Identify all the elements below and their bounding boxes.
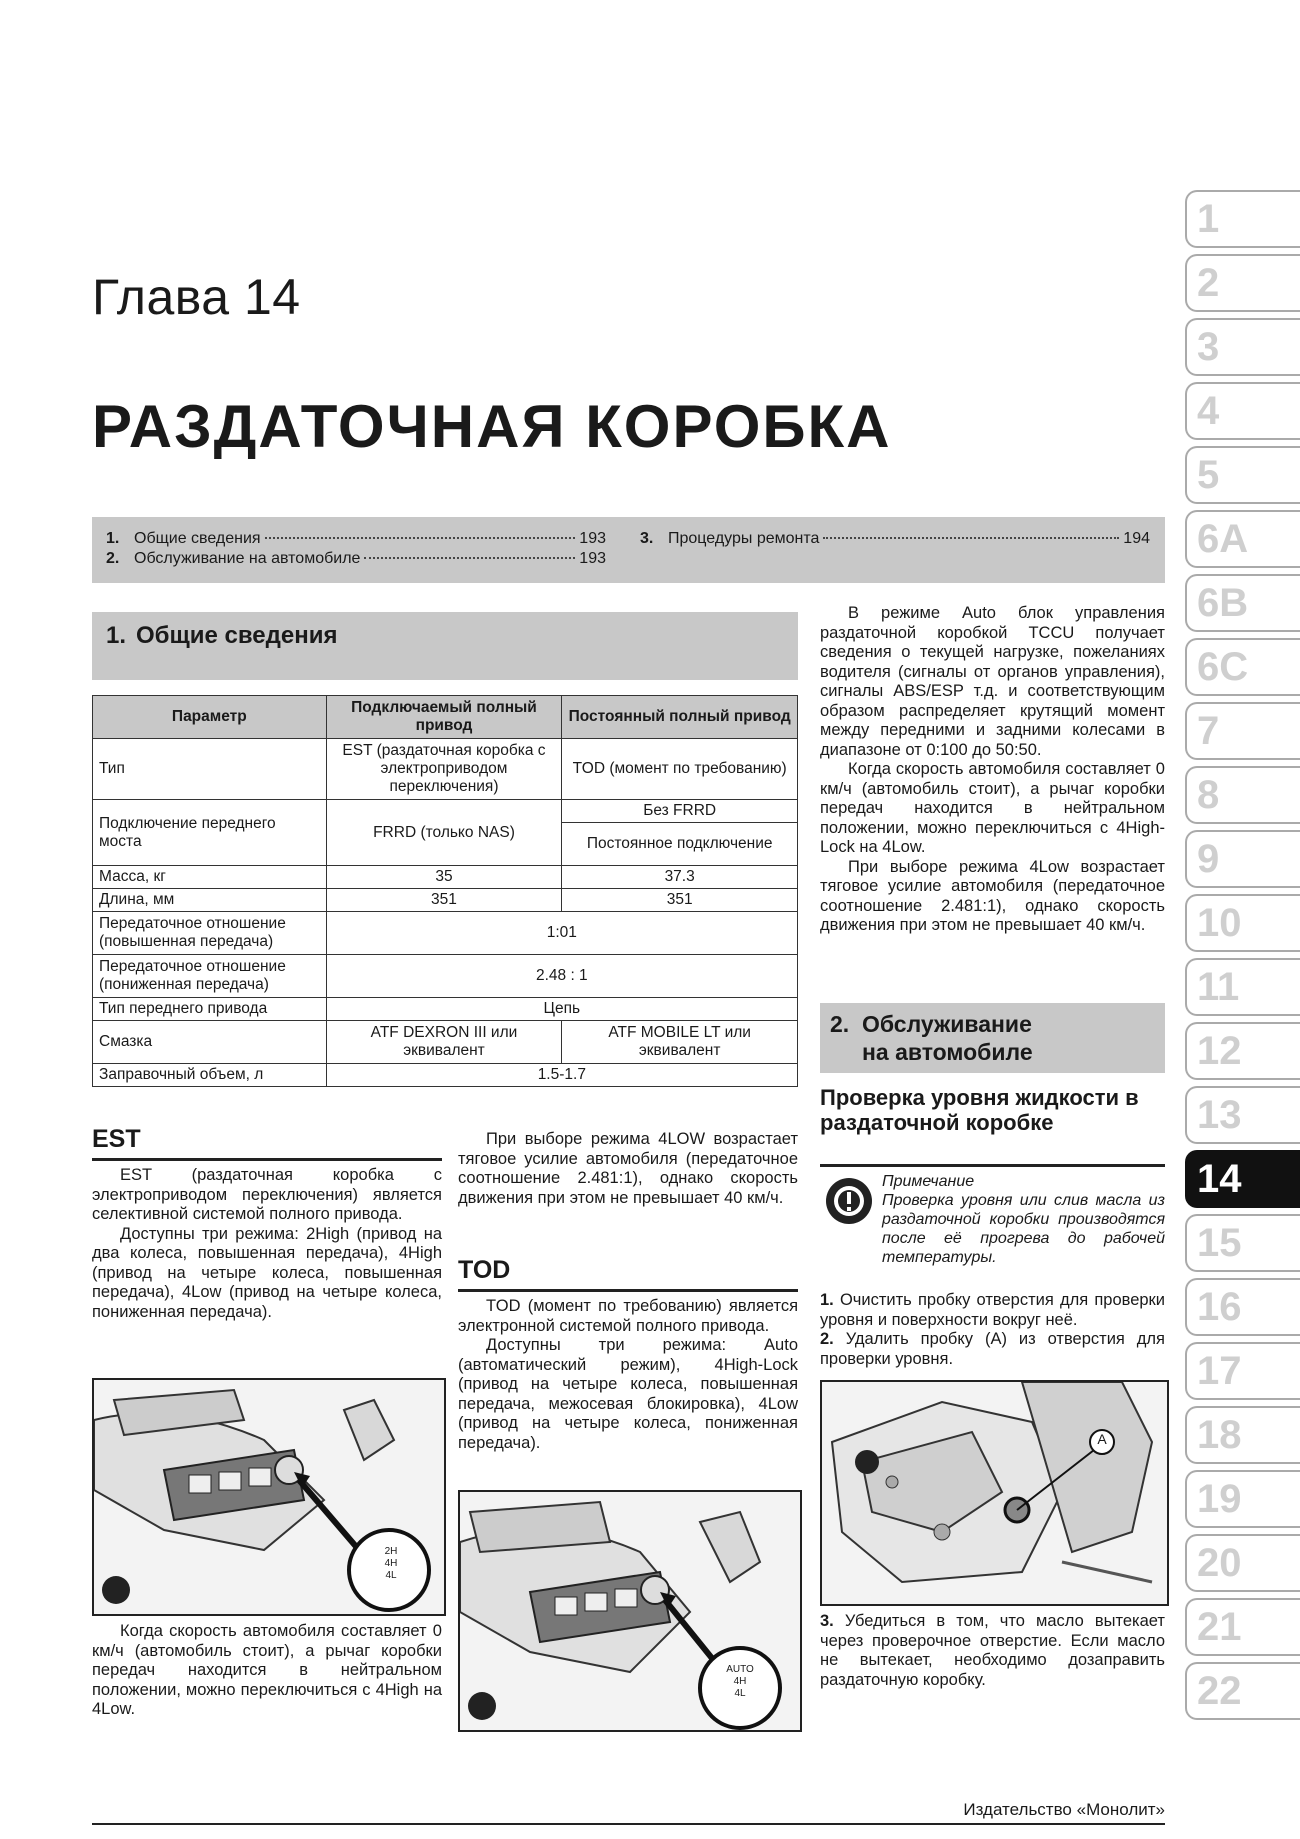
- table-row: [93, 1021, 798, 1064]
- step-num: 2.: [820, 1330, 834, 1348]
- row-label: Передаточное отношение (повышенная передача): [93, 912, 327, 955]
- steps-list-2: [820, 1612, 1165, 1690]
- right-text: [820, 604, 1165, 936]
- cell: 2.48 : 1: [326, 955, 797, 998]
- chapter-tab[interactable]: 10: [1185, 894, 1300, 952]
- chapter-tab[interactable]: 20: [1185, 1534, 1300, 1592]
- toc-item[interactable]: [106, 550, 606, 568]
- column-header: Постоянный полный привод: [562, 696, 798, 739]
- paragraph: При выборе режима 4LOW возрастает тяговое усилие автомобиля (передаточное соотношение 2.481:1), однако скорость движения при этом не превышает 40 км/ч.: [458, 1130, 798, 1207]
- oil-plug-figure: [820, 1380, 1169, 1606]
- table-row: [93, 998, 798, 1021]
- chapter-tab[interactable]: 7: [1185, 702, 1300, 760]
- cell: 1.5-1.7: [326, 1064, 797, 1087]
- row-label: Масса, кг: [93, 866, 327, 889]
- table-row: [93, 800, 798, 823]
- est-heading: EST: [92, 1125, 141, 1153]
- table-of-contents: [92, 517, 1165, 583]
- chapter-tab[interactable]: 18: [1185, 1406, 1300, 1464]
- heading-rule: [458, 1289, 798, 1292]
- heading-rule: [820, 1164, 1165, 1167]
- toc-item[interactable]: [106, 530, 606, 548]
- paragraph: TOD (момент по требованию) является электронной системой полного привода.: [458, 1297, 798, 1335]
- page-title: РАЗДАТОЧНАЯ КОРОБКА: [92, 393, 892, 460]
- cell: ATF MOBILE LT или эквивалент: [562, 1021, 798, 1064]
- paragraph: Доступны три режима: 2High (привод на два колеса, повышенная передача), 4High (привод на четыре колеса, повышенная передача), 4Low (привод на четыре колеса, пониженная передача).: [92, 1224, 442, 1321]
- chapter-tab[interactable]: 3: [1185, 318, 1300, 376]
- toc-leader: [364, 557, 575, 559]
- step-num: 1.: [820, 1291, 834, 1309]
- paragraph: Доступны три режима: Auto (автоматический режим), 4High-Lock (привод на четыре колеса, повышенная передача, межосевая блокировка), 4Low (привод на четыре колеса, пониженная передача).: [458, 1336, 798, 1452]
- mode-label: 4L: [385, 1570, 397, 1581]
- paragraph: Когда скорость автомобиля составляет 0 км/ч (автомобиль стоит), а рычаг коробки передач находится в нейтральном положении, можно переключиться с 4High на 4Low.: [92, 1622, 442, 1718]
- step-text: Очистить пробку отверстия для проверки уровня и поверхности вокруг неё.: [820, 1291, 1165, 1329]
- row-label: Смазка: [93, 1021, 327, 1064]
- row-label: Тип переднего привода: [93, 998, 327, 1021]
- cell: Без FRRD: [562, 800, 798, 823]
- chapter-tab[interactable]: 19: [1185, 1470, 1300, 1528]
- cell: TOD (момент по требованию): [562, 739, 798, 800]
- note-title: Примечание: [882, 1173, 975, 1190]
- est-text-2: [92, 1622, 442, 1720]
- section-title: Общие сведения: [136, 622, 338, 649]
- section-title: Обслуживание: [862, 1011, 1032, 1037]
- cell: 351: [326, 889, 562, 912]
- table-row: [93, 955, 798, 998]
- toc-num: 3.: [640, 530, 654, 547]
- section-heading-general: [92, 612, 798, 680]
- cell: 1:01: [326, 912, 797, 955]
- paragraph: В режиме Auto блок управления раздаточной коробкой TCCU получает сведения о текущей нагрузке, пожеланиях водителя (сигналы от органов управления), сигналы ABS/ESP т.д. и соответствующим образом распределяет крутящий момент между передними и задними колесами в диапазоне от 0:100 до 50:50.: [820, 604, 1165, 759]
- chapter-tab[interactable]: 4: [1185, 382, 1300, 440]
- tod-switch-figure: [458, 1490, 802, 1732]
- chapter-tab-active[interactable]: 14: [1185, 1150, 1300, 1208]
- table-header-row: [93, 696, 798, 739]
- transfer-case-illustration: [822, 1382, 1167, 1604]
- chapter-tab[interactable]: 21: [1185, 1598, 1300, 1656]
- table-row: [93, 1064, 798, 1087]
- table-row: [93, 739, 798, 800]
- toc-item[interactable]: [640, 530, 1150, 548]
- callout-label: A: [1097, 1431, 1107, 1447]
- tod-text: [458, 1297, 798, 1453]
- chapter-tab[interactable]: 12: [1185, 1022, 1300, 1080]
- mode-label: 4L: [734, 1688, 746, 1699]
- cell: Постоянное подключение: [562, 823, 798, 866]
- column-header: Подключаемый полный привод: [326, 696, 562, 739]
- toc-num: 1.: [106, 530, 120, 547]
- table-row: [93, 912, 798, 955]
- chapter-tab[interactable]: 17: [1185, 1342, 1300, 1400]
- publisher-footer: Издательство «Монолит»: [963, 1800, 1165, 1819]
- chapter-tab[interactable]: 9: [1185, 830, 1300, 888]
- cell: 37.3: [562, 866, 798, 889]
- spec-table: [92, 695, 798, 1087]
- toc-num: 2.: [106, 550, 120, 567]
- toc-page: 193: [579, 550, 606, 567]
- paragraph: Когда скорость автомобиля составляет 0 км/ч (автомобиль стоит), а рычаг коробки передач находится в нейтральном положении, можно переключиться с 4High-Lock на 4Low.: [820, 760, 1165, 856]
- switch-mode-labels: [722, 1664, 758, 1700]
- chapter-tab[interactable]: 11: [1185, 958, 1300, 1016]
- toc-text: Общие сведения: [134, 530, 261, 547]
- mid-text: [458, 1130, 798, 1208]
- table-row: [93, 889, 798, 912]
- chapter-tab[interactable]: 1: [1185, 190, 1300, 248]
- column-header: Параметр: [93, 696, 327, 739]
- row-label: Передаточное отношение (пониженная передача): [93, 955, 327, 998]
- step-text: Убедиться в том, что масло вытекает через проверочное отверстие. Если масло не вытекает, необходимо дозаправить раздаточную коробку.: [820, 1612, 1165, 1689]
- toc-text: Процедуры ремонта: [668, 530, 820, 547]
- note-text: Проверка уровня или слив масла из раздаточной коробки производятся после её прогрева до рабочей температуры.: [882, 1192, 1165, 1266]
- paragraph: EST (раздаточная коробка с электроприводом переключения) является селективной системой полного привода.: [92, 1166, 442, 1223]
- cell: 351: [562, 889, 798, 912]
- mode-label: 2H: [384, 1546, 398, 1557]
- chapter-tab[interactable]: 5: [1185, 446, 1300, 504]
- est-switch-figure: [92, 1378, 446, 1616]
- step-text: Удалить пробку (A) из отверстия для проверки уровня.: [820, 1330, 1165, 1368]
- mode-label: 4H: [384, 1558, 398, 1569]
- toc-page: 193: [579, 530, 606, 547]
- section-heading-maintenance: [820, 1003, 1165, 1073]
- chapter-tab[interactable]: 6B: [1185, 574, 1300, 632]
- chapter-tab[interactable]: 22: [1185, 1662, 1300, 1720]
- cell: 35: [326, 866, 562, 889]
- row-label: Заправочный объем, л: [93, 1064, 327, 1087]
- row-label: Тип: [93, 739, 327, 800]
- cell: EST (раздаточная коробка с электроприводом переключения): [326, 739, 562, 800]
- chapter-tab[interactable]: 6C: [1185, 638, 1300, 696]
- cell: Цепь: [326, 998, 797, 1021]
- est-text: [92, 1166, 442, 1322]
- paragraph: При выборе режима 4Low возрастает тяговое усилие автомобиля (передаточное соотношение 2.481:1), однако скорость движения при этом не превышает 40 км/ч.: [820, 857, 1165, 934]
- mode-label: AUTO: [726, 1664, 754, 1675]
- footer-rule: [92, 1823, 1165, 1825]
- toc-leader: [823, 537, 1119, 539]
- chapter-tab[interactable]: 15: [1185, 1214, 1300, 1272]
- chapter-tab[interactable]: 16: [1185, 1278, 1300, 1336]
- step-item: [820, 1330, 1165, 1369]
- step-item: [820, 1291, 1165, 1330]
- table-row: [93, 866, 798, 889]
- switch-mode-labels: [376, 1546, 406, 1582]
- note-icon: [826, 1178, 872, 1224]
- step-num: 3.: [820, 1612, 834, 1630]
- note-box: [882, 1172, 1165, 1267]
- section-num: 2.: [830, 1011, 850, 1037]
- chapter-tab[interactable]: 13: [1185, 1086, 1300, 1144]
- toc-leader: [265, 537, 576, 539]
- section-num: 1.: [106, 622, 127, 649]
- step-item: [820, 1612, 1165, 1690]
- row-label: Подключение переднего моста: [93, 800, 327, 866]
- check-heading: Проверка уровня жидкости в раздаточной коробке: [820, 1085, 1139, 1135]
- tod-heading: TOD: [458, 1256, 511, 1284]
- toc-page: 194: [1123, 530, 1150, 547]
- row-label: Длина, мм: [93, 889, 327, 912]
- section-title: на автомобиле: [862, 1039, 1033, 1065]
- cell: FRRD (только NAS): [326, 800, 562, 866]
- steps-list: [820, 1291, 1165, 1369]
- chapter-tab[interactable]: 2: [1185, 254, 1300, 312]
- heading-rule: [92, 1158, 442, 1161]
- chapter-label: Глава 14: [92, 269, 301, 325]
- mode-label: 4H: [733, 1676, 747, 1687]
- toc-text: Обслуживание на автомобиле: [134, 550, 361, 567]
- chapter-tab[interactable]: 6A: [1185, 510, 1300, 568]
- chapter-tab[interactable]: 8: [1185, 766, 1300, 824]
- cell: ATF DEXRON III или эквивалент: [326, 1021, 562, 1064]
